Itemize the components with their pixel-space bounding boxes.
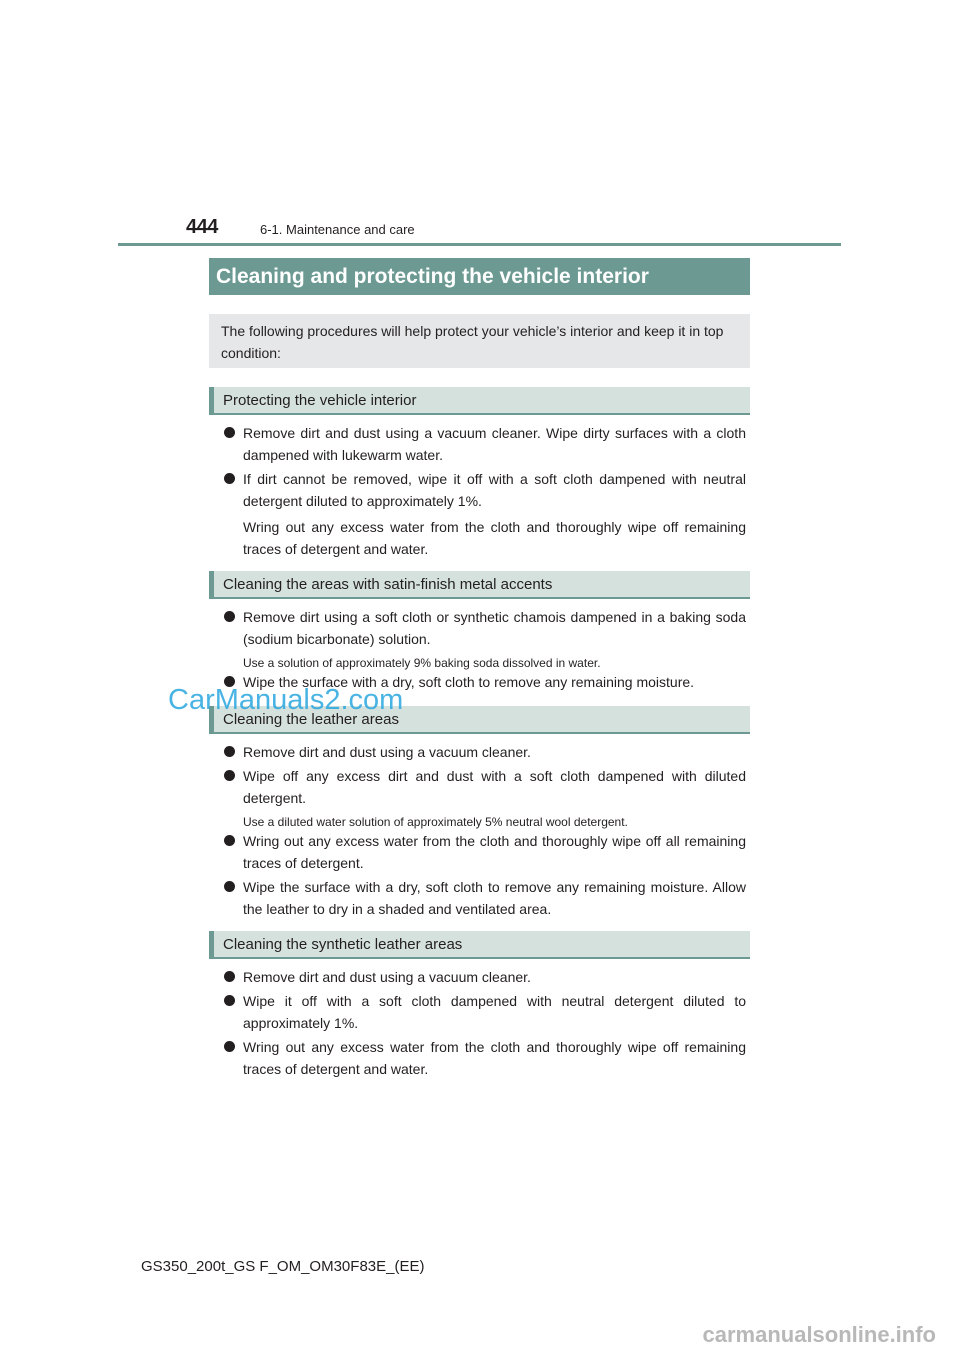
bullet-icon [224,427,235,438]
list-item: Remove dirt and dust using a vacuum cleaner. [224,741,746,763]
list-item: Wring out any excess water from the cloth and thoroughly wipe off remaining traces of detergent and water. [224,1036,746,1080]
section-heading-satin-metal: Cleaning the areas with satin-finish metal accents [209,571,750,599]
bullet-icon [224,971,235,982]
intro-text: The following procedures will help protect your vehicle’s interior and keep it in top condition: [221,323,724,361]
page-number: 444 [186,216,218,238]
list-item: Wipe the surface with a dry, soft cloth to remove any remaining moisture. Allow the leather to dry in a shaded and ventilated area. [224,876,746,920]
section-body-leather [224,741,746,920]
section-body-synthetic-leather [224,966,746,1080]
section-body-satin-metal [224,606,746,693]
section-heading-leather: Cleaning the leather areas [209,706,750,734]
header-rule [118,243,841,246]
note-text: Use a diluted water solution of approximately 5% neutral wool detergent. [243,815,628,829]
bullet-icon [224,835,235,846]
section-label: 6-1. Maintenance and care [260,222,415,237]
list-item: Wipe it off with a soft cloth dampened with neutral detergent diluted to approximately 1%. [224,990,746,1034]
list-item: If dirt cannot be removed, wipe it off with a soft cloth dampened with neutral detergent diluted to approximately 1%. [224,468,746,512]
bullet-icon [224,881,235,892]
intro-box [209,314,750,368]
section-body-protecting [224,422,746,560]
list-item: Wipe the surface with a dry, soft cloth to remove any remaining moisture. [224,671,746,693]
list-item: Wipe off any excess dirt and dust with a soft cloth dampened with diluted detergent. [224,765,746,809]
footer-doc-code: GS350_200t_GS F_OM_OM30F83E_(EE) [141,1258,425,1275]
watermark: CarManuals2.com [168,684,404,716]
list-item: Remove dirt and dust using a vacuum cleaner. [224,966,746,988]
footer-site: carmanualsonline.info [702,1322,936,1347]
bullet-icon [224,995,235,1006]
page-title: Cleaning and protecting the vehicle interior [209,258,750,295]
list-item: Remove dirt and dust using a vacuum cleaner. Wipe dirty surfaces with a cloth dampened with lukewarm water. [224,422,746,466]
section-heading-protecting: Protecting the vehicle interior [209,387,750,415]
bullet-icon [224,1041,235,1052]
note-text: Use a solution of approximately 9% baking soda dissolved in water. [243,656,601,670]
bullet-icon [224,746,235,757]
bullet-icon [224,473,235,484]
section-heading-synthetic-leather: Cleaning the synthetic leather areas [209,931,750,959]
bullet-icon [224,611,235,622]
list-item: Wring out any excess water from the cloth and thoroughly wipe off all remaining traces of detergent. [224,830,746,874]
instruction-paragraph: Wring out any excess water from the cloth and thoroughly wipe off remaining traces of detergent and water. [243,519,746,557]
list-item: Remove dirt using a soft cloth or synthetic chamois dampened in a baking soda (sodium bicarbonate) solution. [224,606,746,650]
bullet-icon [224,770,235,781]
